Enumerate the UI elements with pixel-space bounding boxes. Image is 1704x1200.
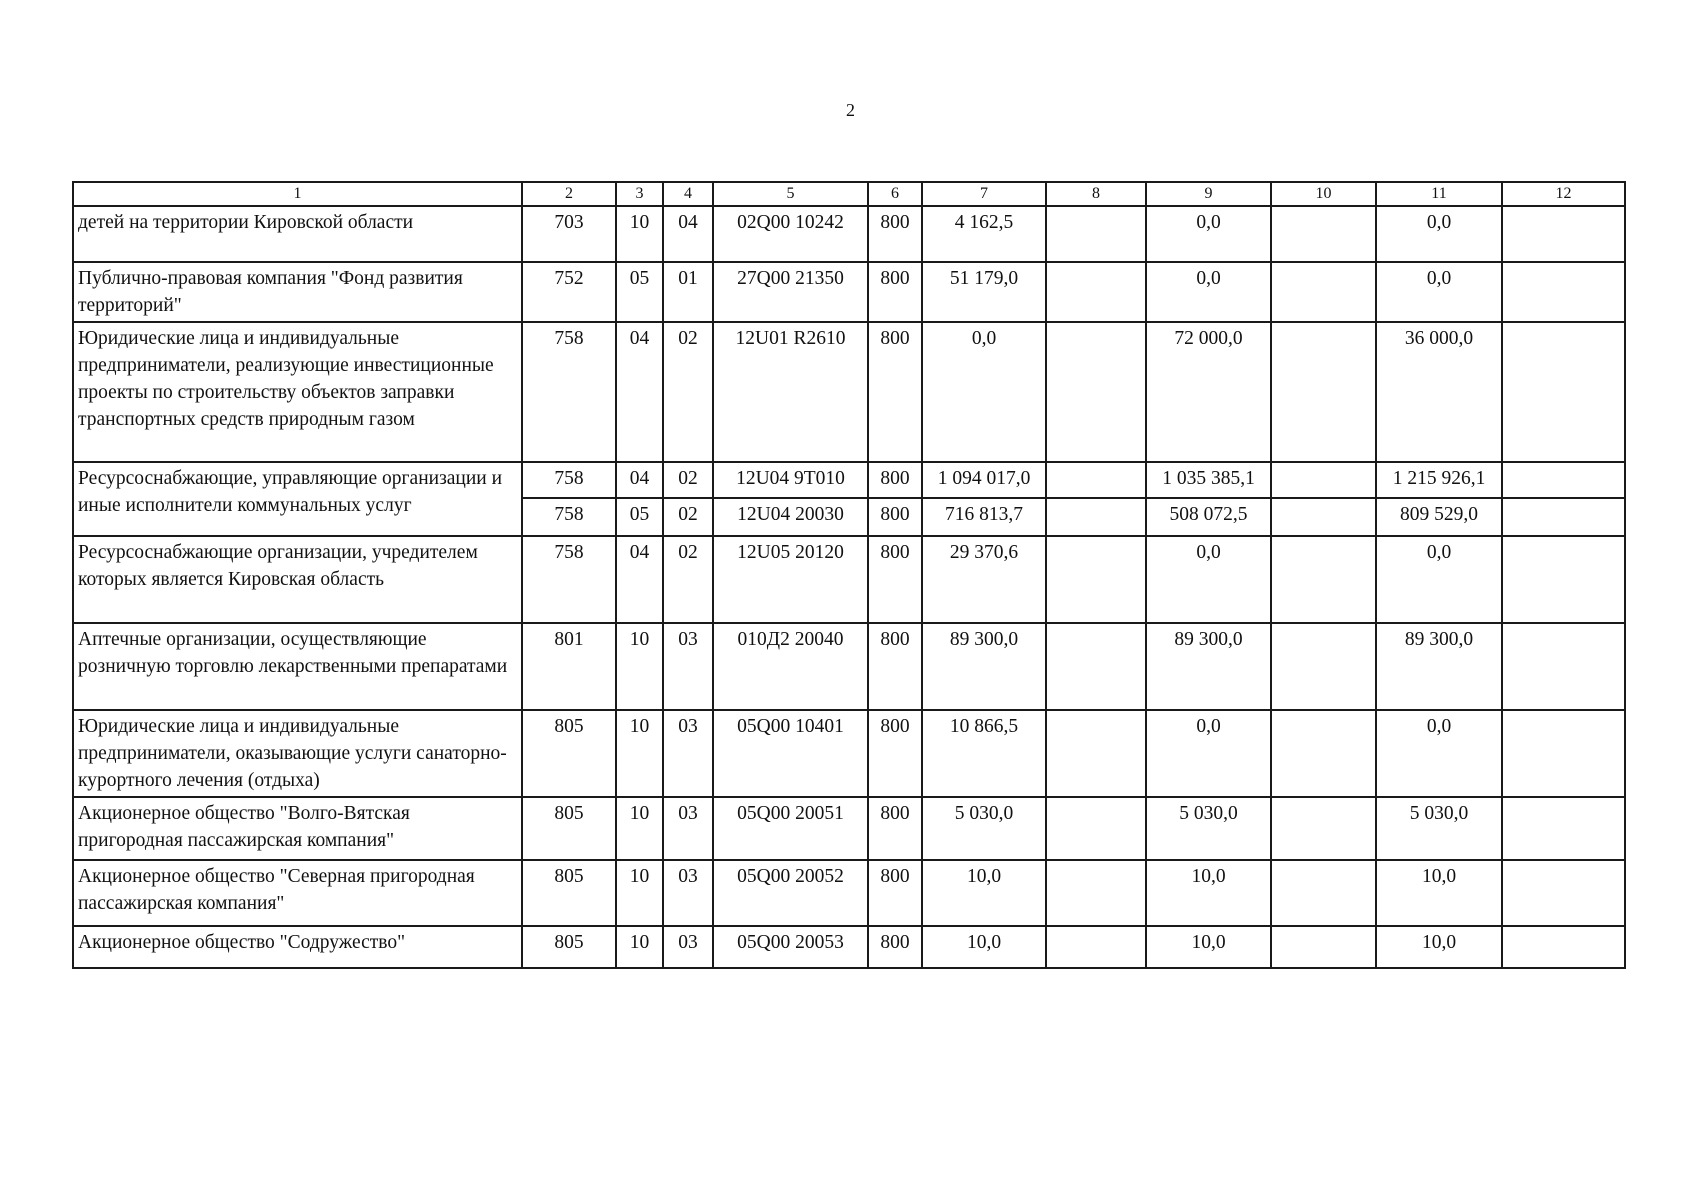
cell-col11: 1 215 926,1 [1376,462,1502,498]
cell-col10 [1271,536,1376,623]
table-row [73,322,1625,462]
cell-col12 [1502,623,1625,710]
cell-col4: 03 [663,623,713,710]
cell-col7: 1 094 017,0 [922,462,1046,498]
cell-col7: 10 866,5 [922,710,1046,797]
table-row [73,462,1625,498]
cell-col7: 5 030,0 [922,797,1046,860]
cell-col5: 02Q00 10242 [713,206,868,262]
cell-col2: 805 [522,797,616,860]
cell-col11: 0,0 [1376,206,1502,262]
cell-col7: 89 300,0 [922,623,1046,710]
cell-col10 [1271,498,1376,536]
cell-col11: 89 300,0 [1376,623,1502,710]
cell-col2: 752 [522,262,616,322]
cell-col6: 800 [868,462,922,498]
cell-col4: 02 [663,536,713,623]
cell-col9: 0,0 [1146,710,1271,797]
cell-col9: 10,0 [1146,860,1271,926]
cell-col6: 800 [868,322,922,462]
cell-col12 [1502,860,1625,926]
cell-col8 [1046,206,1146,262]
cell-col4: 03 [663,860,713,926]
cell-col12 [1502,206,1625,262]
cell-col7: 4 162,5 [922,206,1046,262]
cell-col4: 01 [663,262,713,322]
recipient-name: Акционерное общество "Северная пригородная пассажирская компания" [73,860,522,926]
column-number-row [73,182,1625,206]
table-row [73,926,1625,968]
column-header: 7 [922,182,1046,206]
cell-col11: 5 030,0 [1376,797,1502,860]
cell-col5: 27Q00 21350 [713,262,868,322]
cell-col10 [1271,797,1376,860]
cell-col3: 05 [616,498,663,536]
column-header: 6 [868,182,922,206]
cell-col2: 801 [522,623,616,710]
cell-col4: 03 [663,710,713,797]
cell-col12 [1502,797,1625,860]
cell-col5: 12U05 20120 [713,536,868,623]
column-header: 1 [73,182,522,206]
cell-col10 [1271,860,1376,926]
cell-col8 [1046,462,1146,498]
cell-col6: 800 [868,536,922,623]
cell-col12 [1502,536,1625,623]
cell-col7: 716 813,7 [922,498,1046,536]
recipient-name: Ресурсоснабжающие организации, учредителем которых является Кировская область [73,536,522,623]
cell-col5: 12U04 9T010 [713,462,868,498]
cell-col8 [1046,710,1146,797]
cell-col11: 36 000,0 [1376,322,1502,462]
cell-col2: 758 [522,498,616,536]
cell-col12 [1502,498,1625,536]
cell-col9: 0,0 [1146,536,1271,623]
cell-col3: 10 [616,926,663,968]
cell-col10 [1271,710,1376,797]
cell-col7: 0,0 [922,322,1046,462]
table-row [73,262,1625,322]
cell-col2: 758 [522,536,616,623]
table-row [73,710,1625,797]
cell-col11: 0,0 [1376,262,1502,322]
table-row [73,797,1625,860]
column-header: 8 [1046,182,1146,206]
cell-col8 [1046,262,1146,322]
cell-col8 [1046,860,1146,926]
cell-col3: 05 [616,262,663,322]
cell-col8 [1046,926,1146,968]
cell-col9: 72 000,0 [1146,322,1271,462]
cell-col10 [1271,322,1376,462]
recipient-name: Акционерное общество "Содружество" [73,926,522,968]
recipient-name: Акционерное общество "Волго-Вятская пригородная пассажирская компания" [73,797,522,860]
cell-col9: 5 030,0 [1146,797,1271,860]
cell-col5: 05Q00 20053 [713,926,868,968]
cell-col12 [1502,926,1625,968]
cell-col12 [1502,710,1625,797]
recipient-name: Юридические лица и индивидуальные предприниматели, оказывающие услуги санаторно-курортного лечения (отдыха) [73,710,522,797]
cell-col12 [1502,462,1625,498]
cell-col6: 800 [868,710,922,797]
cell-col9: 508 072,5 [1146,498,1271,536]
cell-col8 [1046,498,1146,536]
cell-col5: 12U01 R2610 [713,322,868,462]
recipient-name: Публично-правовая компания "Фонд развития территорий" [73,262,522,322]
column-header: 2 [522,182,616,206]
cell-col10 [1271,206,1376,262]
cell-col10 [1271,462,1376,498]
cell-col6: 800 [868,206,922,262]
cell-col4: 02 [663,322,713,462]
cell-col2: 758 [522,462,616,498]
cell-col10 [1271,926,1376,968]
table-row [73,860,1625,926]
table-row [73,206,1625,262]
cell-col6: 800 [868,926,922,968]
cell-col12 [1502,322,1625,462]
table-row [73,623,1625,710]
cell-col8 [1046,322,1146,462]
cell-col6: 800 [868,262,922,322]
cell-col2: 758 [522,322,616,462]
cell-col5: 05Q00 20051 [713,797,868,860]
cell-col4: 04 [663,206,713,262]
cell-col9: 0,0 [1146,206,1271,262]
cell-col10 [1271,262,1376,322]
cell-col2: 703 [522,206,616,262]
recipient-name: детей на территории Кировской области [73,206,522,262]
cell-col4: 02 [663,498,713,536]
cell-col9: 89 300,0 [1146,623,1271,710]
cell-col4: 02 [663,462,713,498]
cell-col3: 10 [616,206,663,262]
cell-col8 [1046,797,1146,860]
cell-col9: 10,0 [1146,926,1271,968]
cell-col3: 04 [616,536,663,623]
cell-col7: 51 179,0 [922,262,1046,322]
column-header: 9 [1146,182,1271,206]
cell-col5: 12U04 20030 [713,498,868,536]
cell-col8 [1046,623,1146,710]
column-header: 11 [1376,182,1502,206]
cell-col3: 10 [616,797,663,860]
cell-col6: 800 [868,498,922,536]
cell-col2: 805 [522,710,616,797]
cell-col4: 03 [663,797,713,860]
column-header: 5 [713,182,868,206]
cell-col2: 805 [522,926,616,968]
cell-col10 [1271,623,1376,710]
column-header: 10 [1271,182,1376,206]
cell-col4: 03 [663,926,713,968]
cell-col11: 809 529,0 [1376,498,1502,536]
cell-col12 [1502,262,1625,322]
cell-col6: 800 [868,623,922,710]
recipient-name: Юридические лица и индивидуальные предприниматели, реализующие инвестиционные проекты по строительству объектов заправки транспортных средств природным газом [73,322,522,462]
cell-col7: 29 370,6 [922,536,1046,623]
cell-col5: 05Q00 10401 [713,710,868,797]
recipient-name: Ресурсоснабжающие, управляющие организации и иные исполнители коммунальных услуг [73,462,522,536]
cell-col11: 0,0 [1376,536,1502,623]
page-number: 2 [846,100,855,120]
cell-col3: 10 [616,710,663,797]
cell-col6: 800 [868,797,922,860]
cell-col9: 0,0 [1146,262,1271,322]
budget-table [72,181,1626,969]
cell-col11: 0,0 [1376,710,1502,797]
cell-col11: 10,0 [1376,926,1502,968]
column-header: 4 [663,182,713,206]
cell-col9: 1 035 385,1 [1146,462,1271,498]
cell-col5: 05Q00 20052 [713,860,868,926]
cell-col3: 04 [616,322,663,462]
cell-col2: 805 [522,860,616,926]
table-row [73,536,1625,623]
cell-col7: 10,0 [922,926,1046,968]
recipient-name: Аптечные организации, осуществляющие розничную торговлю лекарственными препаратами [73,623,522,710]
cell-col7: 10,0 [922,860,1046,926]
column-header: 3 [616,182,663,206]
cell-col3: 10 [616,860,663,926]
column-header: 12 [1502,182,1625,206]
cell-col11: 10,0 [1376,860,1502,926]
cell-col6: 800 [868,860,922,926]
cell-col8 [1046,536,1146,623]
cell-col5: 010Д2 20040 [713,623,868,710]
cell-col3: 04 [616,462,663,498]
cell-col3: 10 [616,623,663,710]
